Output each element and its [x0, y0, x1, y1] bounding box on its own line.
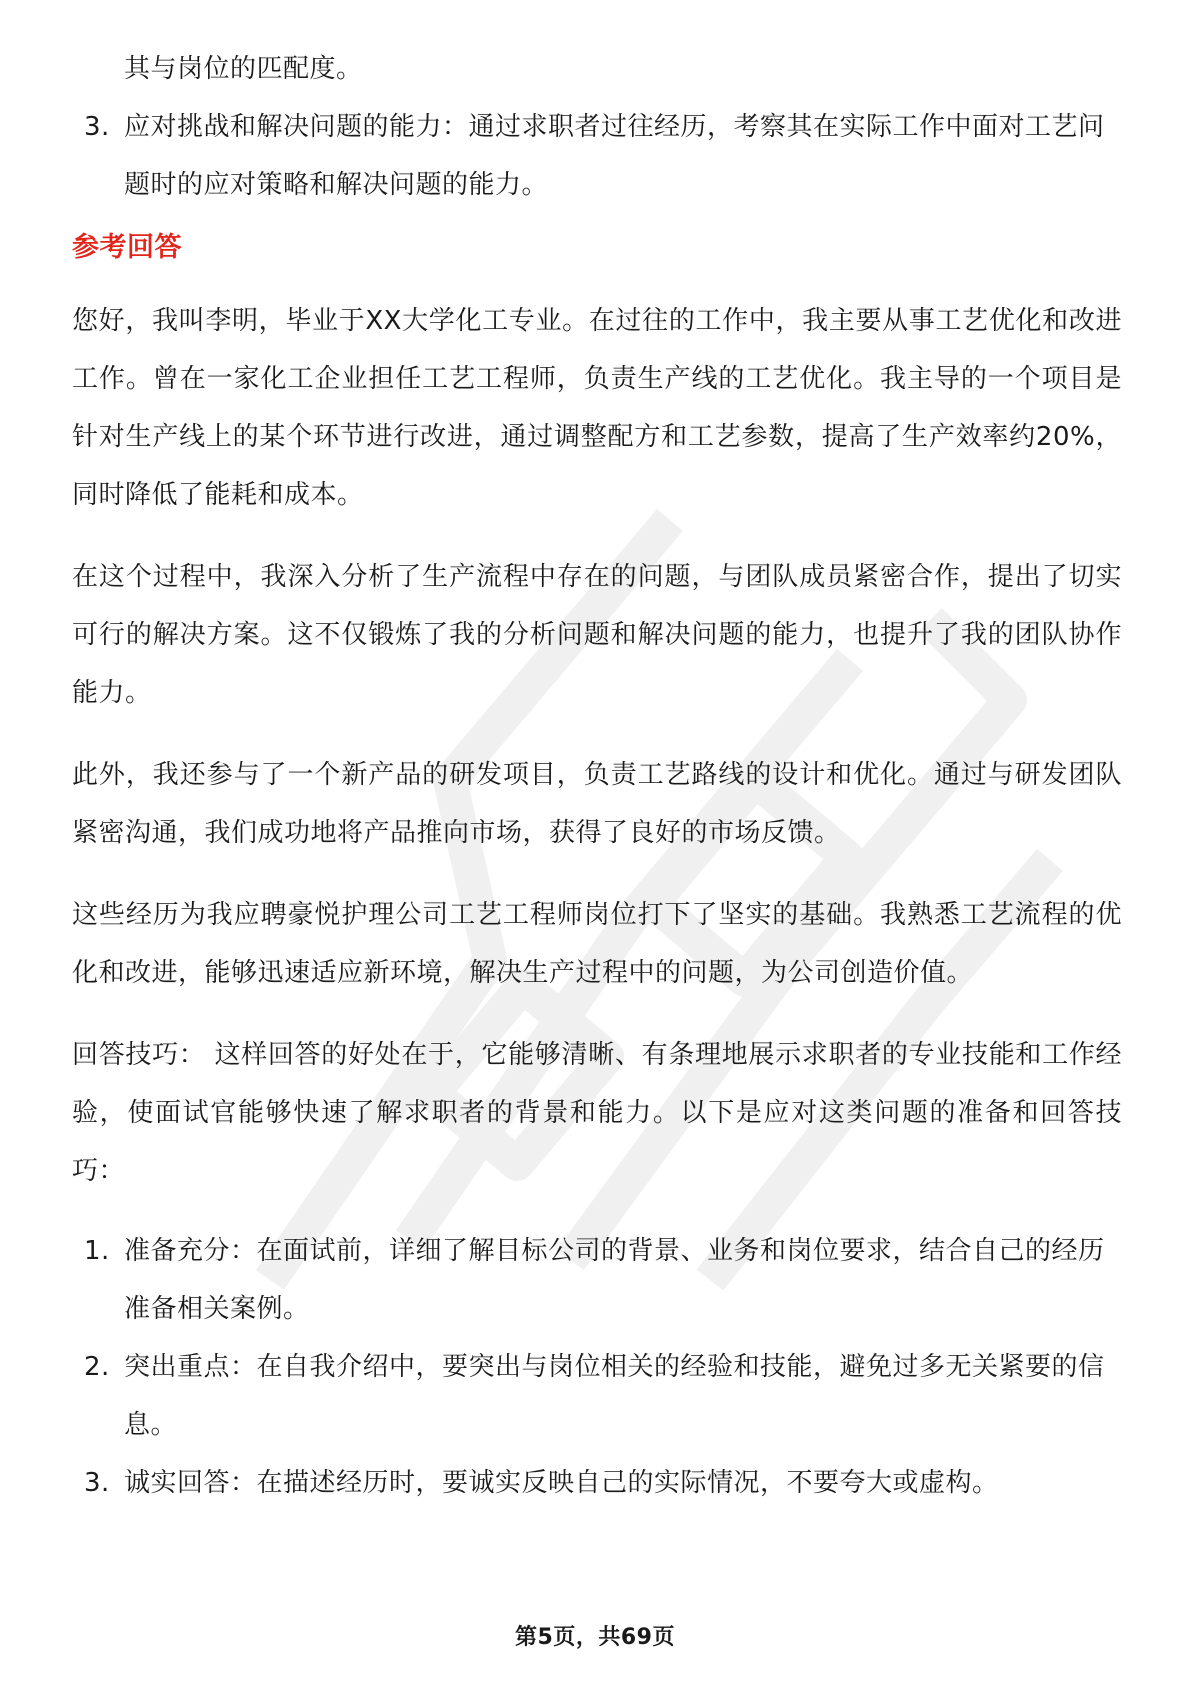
tips-intro-paragraph: 回答技巧： 这样回答的好处在于，它能够清晰、有条理地展示求职者的专业技能和工作经验，使面试官能够快速了解求职者的背景和能力。以下是应对这类问题的准备和回答技巧：	[72, 1040, 1122, 1186]
list-item	[72, 98, 1122, 214]
list-item-number: 2.	[84, 1352, 110, 1382]
list-item-text: 突出重点：在自我介绍中，要突出与岗位相关的经验和技能，避免过多无关紧要的信息。	[124, 1352, 1105, 1440]
list-item-text: 准备充分：在面试前，详细了解目标公司的背景、业务和岗位要求，结合自己的经历准备相关案例。	[124, 1236, 1105, 1324]
answer-paragraph: 您好，我叫李明，毕业于XX大学化工专业。在过往的工作中，我主要从事工艺优化和改进工作。曾在一家化工企业担任工艺工程师，负责生产线的工艺优化。我主导的一个项目是针对生产线上的某个环节进行改进，通过调整配方和工艺参数，提高了生产效率约20%，同时降低了能耗和成本。	[72, 306, 1122, 510]
list-item-continuation: 其与岗位的匹配度。	[124, 54, 363, 84]
list-item-number: 3.	[84, 112, 110, 142]
list-item-number: 1.	[84, 1236, 110, 1266]
section-title: 参考回答	[72, 232, 182, 263]
list-item	[72, 1222, 1122, 1338]
list-item-text: 应对挑战和解决问题的能力：通过求职者过往经历，考察其在实际工作中面对工艺问题时的应对策略和解决问题的能力。	[124, 112, 1105, 200]
answer-paragraph: 此外，我还参与了一个新产品的研发项目，负责工艺路线的设计和优化。通过与研发团队紧密沟通，我们成功地将产品推向市场，获得了良好的市场反馈。	[72, 760, 1122, 848]
list-item-text: 诚实回答：在描述经历时，要诚实反映自己的实际情况，不要夸大或虚构。	[124, 1468, 999, 1498]
list-item	[72, 1454, 1122, 1512]
page-content	[72, 40, 1122, 1512]
answer-paragraph: 在这个过程中，我深入分析了生产流程中存在的问题，与团队成员紧密合作，提出了切实可行的解决方案。这不仅锻炼了我的分析问题和解决问题的能力，也提升了我的团队协作能力。	[72, 562, 1122, 708]
page-number-footer: 第5页，共69页	[515, 1625, 675, 1650]
tips-list	[72, 1222, 1122, 1512]
evaluation-list	[72, 98, 1122, 214]
list-item	[72, 1338, 1122, 1454]
answer-paragraph: 这些经历为我应聘豪悦护理公司工艺工程师岗位打下了坚实的基础。我熟悉工艺流程的优化和改进，能够迅速适应新环境，解决生产过程中的问题，为公司创造价值。	[72, 900, 1122, 988]
list-item-number: 3.	[84, 1468, 110, 1498]
